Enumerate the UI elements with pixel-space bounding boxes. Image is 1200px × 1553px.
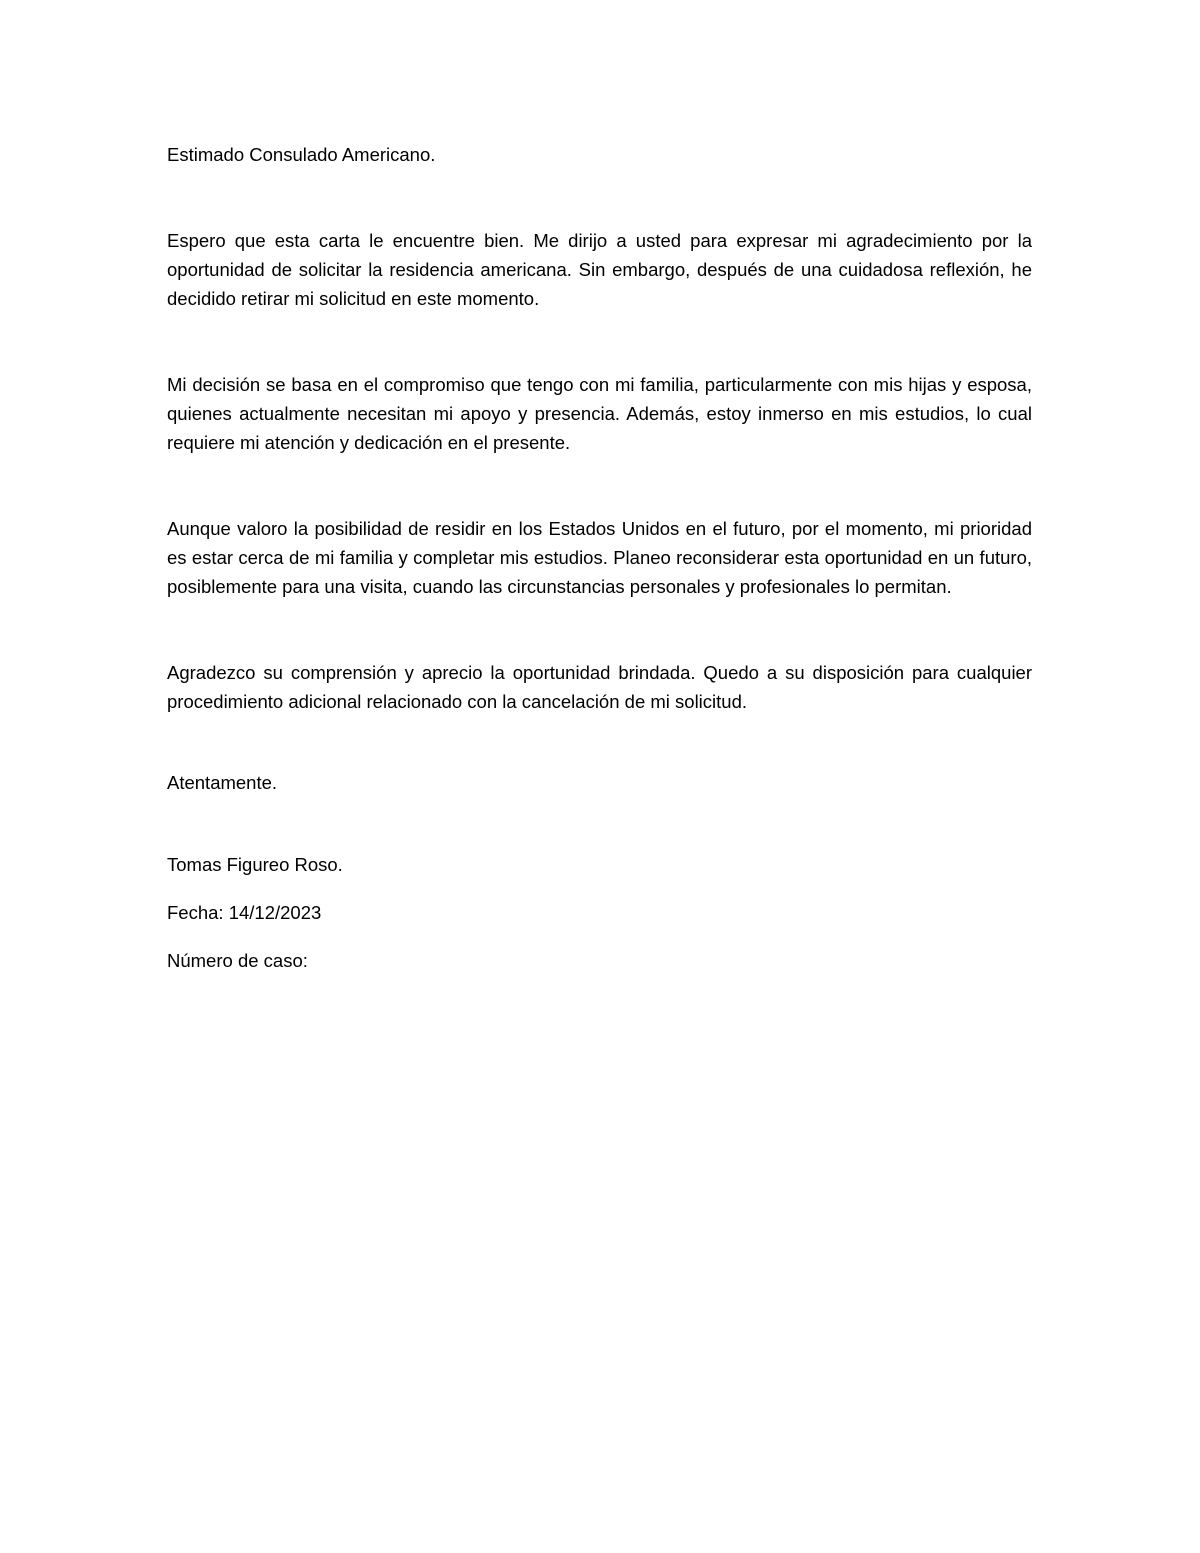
letter-closing: Atentamente. xyxy=(167,772,278,793)
paragraph-thanks: Agradezco su comprensión y aprecio la oportunidad brindada. Quedo a su disposición para cualquier procedimiento adicional relacionado con la cancelación de mi solicitud. xyxy=(167,662,1032,712)
paragraph-future: Aunque valoro la posibilidad de residir en los Estados Unidos en el futuro, por el momento, mi prioridad es estar cerca de mi familia y completar mis estudios. Planeo reconsiderar esta oportunidad en un futuro, posiblemente para una visita, cuando las circunstancias personales y profesionales lo permitan. xyxy=(167,518,1032,597)
letter-body xyxy=(167,140,1032,975)
date-line: Fecha: 14/12/2023 xyxy=(167,902,322,923)
letter-greeting: Estimado Consulado Americano. xyxy=(167,144,436,165)
paragraph-intro: Espero que esta carta le encuentre bien. Me dirijo a usted para expresar mi agradecimiento por la oportunidad de solicitar la residencia americana. Sin embargo, después de una cuidadosa reflexión, he decidido retirar mi solicitud en este momento. xyxy=(167,230,1032,309)
paragraph-reason: Mi decisión se basa en el compromiso que tengo con mi familia, particularmente con mis hijas y esposa, quienes actualmente necesitan mi apoyo y presencia. Además, estoy inmerso en mis estudios, lo cual requiere mi atención y dedicación en el presente. xyxy=(167,374,1032,453)
case-number-line: Número de caso: xyxy=(167,950,308,971)
signature-name: Tomas Figureo Roso. xyxy=(167,854,343,875)
